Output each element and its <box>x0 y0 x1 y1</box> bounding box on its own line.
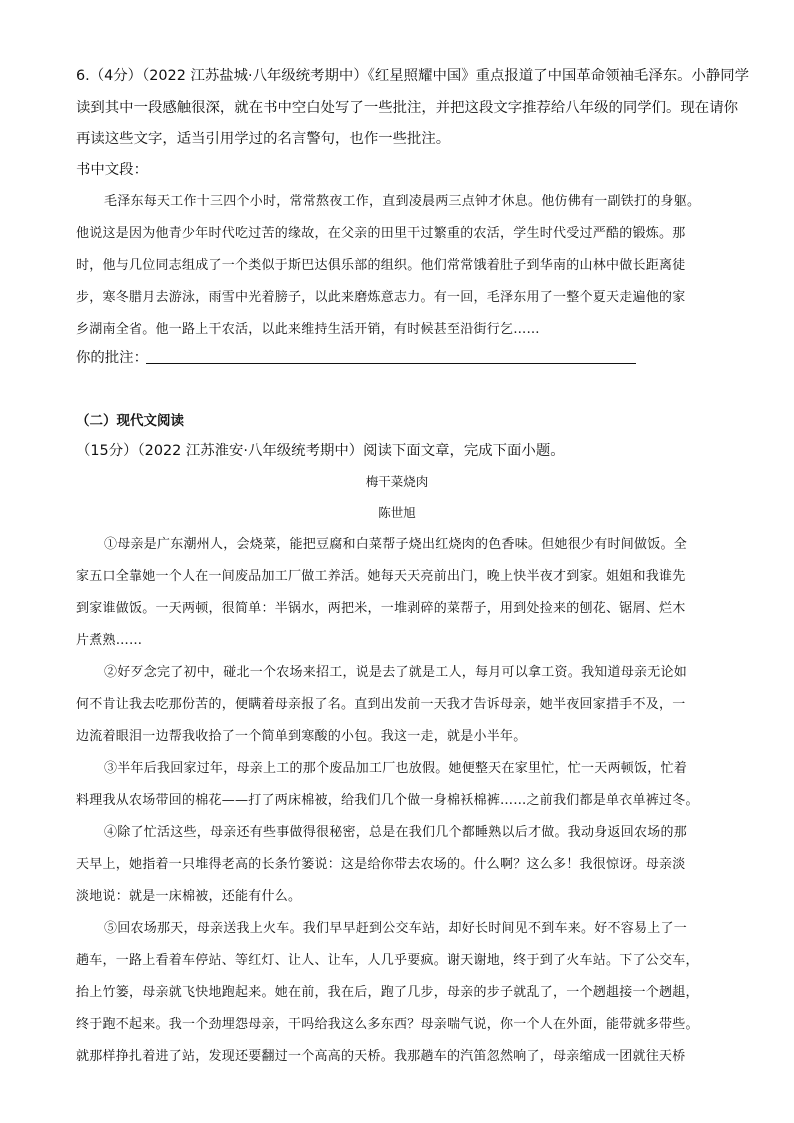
article-author: 陈世旭 <box>378 505 416 520</box>
section-heading: （二）现代文阅读 <box>76 413 184 429</box>
excerpt-line-2: 他说这是因为他青少年时代吃过苦的缘故，在父亲的田里干过繁重的农活，学生时代受过严酷的锻炼。那 <box>76 226 686 241</box>
excerpt-line-4: 步，寒冬腊月去游泳，雨雪中光着膀子，以此来磨炼意志力。有一回，毛泽东用了一整个夏天走遍他的家 <box>76 290 686 305</box>
paragraph-1-line-2: 家五口全靠她一个人在一间废品加工厂做工养活。她每天天亮前出门，晚上快半夜才到家。姐姐和我谁先 <box>76 569 686 584</box>
paragraph-4-line-1: ④除了忙活这些，母亲还有些事做得很秘密，总是在我们几个都睡熟以后才做。我动身返回农场的那 <box>104 825 688 840</box>
excerpt-line-3: 时，他与几位同志组成了一个类似于斯巴达俱乐部的组织。他们常常饿着肚子到华南的山林中做长距离徒 <box>76 258 686 273</box>
paragraph-1-line-4: 片煮熟…… <box>76 633 143 648</box>
paragraph-5-line-2: 趟车，一路上看着车停站、等红灯、让人、让车，人几乎要疯。谢天谢地，终于到了火车站。下了公交车， <box>76 953 699 968</box>
question-6-line-3: 再读这些文字，适当引用学过的名言警句，也作一些批注。 <box>76 131 451 147</box>
article-title: 梅干菜烧肉 <box>365 474 429 489</box>
question-6-line-2: 读到其中一段感触很深，就在书中空白处写了一些批注，并把这段文字推荐给八年级的同学们。现在请你 <box>76 100 738 116</box>
paragraph-5-line-5: 就那样挣扎着进了站，发现还要翻过一个高高的天桥。我那趟车的汽笛忽然响了，母亲缩成一团就往天桥 <box>76 1049 686 1064</box>
paragraph-1-line-3: 到家谁做饭。一天两顿，很简单：半锅水，两把米，一堆剥碎的菜帮子，用到处捡来的刨花、锯屑、烂木 <box>76 601 686 616</box>
paragraph-1-line-1: ①母亲是广东潮州人，会烧菜，能把豆腐和白菜帮子烧出红烧肉的色香味。但她很少有时间做饭。全 <box>104 537 688 552</box>
paragraph-2-line-1: ②好歹念完了初中，碰北一个农场来招工，说是去了就是工人，每月可以拿工资。我知道母亲无论如 <box>104 665 688 680</box>
paragraph-4-line-3: 淡地说：就是一床棉被，还能有什么。 <box>76 889 302 904</box>
excerpt-line-1: 毛泽东每天工作十三四个小时，常常熬夜工作，直到凌晨两三点钟才休息。他仿佛有一副铁打的身躯。 <box>104 194 701 209</box>
question-6-line-1: 6.（4分）（2022 江苏盐城·八年级统考期中）《红星照耀中国》重点报道了中国革命领袖毛泽东。小静同学 <box>76 68 750 84</box>
paragraph-2-line-3: 边流着眼泪一边帮我收拾了一个简单到寒酸的小包。我这一走，就是小半年。 <box>76 729 527 744</box>
annotation-answer-blank[interactable] <box>146 363 636 364</box>
paragraph-4-line-2: 天早上，她指着一只堆得老高的长条竹篓说：这是给你带去农场的。什么啊？这么多！我很惊讶。母亲淡 <box>76 857 686 872</box>
paragraph-3-line-2: 料理我从农场带回的棉花——打了两床棉被，给我们几个做一身棉袄棉裤……之前我们都是单衣单裤过冬。 <box>76 793 699 808</box>
paragraph-2-line-2: 何不肯让我去吃那份苦的，便瞒着母亲报了名。直到出发前一天我才告诉母亲，她半夜回家措手不及，一 <box>76 697 686 712</box>
paragraph-5-line-4: 终于跑不起来。我一个劲埋怨母亲，干吗给我这么多东西？母亲喘气说，你一个人在外面，能带就多带些。 <box>76 1017 699 1032</box>
excerpt-line-5: 乡湖南全省。他一路上干农活，以此来维持生活开销，有时候甚至沿街行乞…… <box>76 322 540 337</box>
paragraph-5-line-1: ⑤回农场那天，母亲送我上火车。我们早早赶到公交车站，却好长时间见不到车来。好不容易上了一 <box>104 921 688 936</box>
book-excerpt-label: 书中文段： <box>76 162 148 178</box>
section-intro: （15分）（2022 江苏淮安·八年级统考期中）阅读下面文章，完成下面小题。 <box>76 443 565 459</box>
paragraph-5-line-3: 抬上竹篓，母亲就飞快地跑起来。她在前，我在后，跑了几步，母亲的步子就乱了，一个趔趄接一个趔趄， <box>76 985 699 1000</box>
paragraph-3-line-1: ③半年后我回家过年，母亲上工的那个废品加工厂也放假。她便整天在家里忙，忙一天两顿饭，忙着 <box>104 761 688 776</box>
your-annotation-label: 你的批注： <box>76 350 148 366</box>
